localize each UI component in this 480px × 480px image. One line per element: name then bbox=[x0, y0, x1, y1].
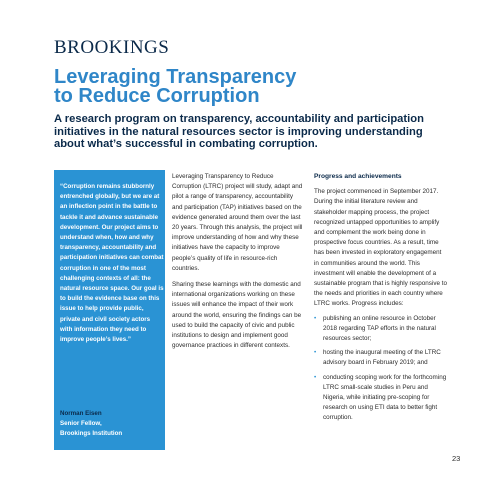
body-paragraph: The project commenced in September 2017. During the initial literature review and stakeholder mapping process, the project recognized untapped opportunities to amplify and complement the work being done in prospective focus countries. As a result, time has been invested in exploratory engagement in communities around the world. This investment will enable the development of a sustainable program that is highly responsive to the needs and priorities in each country where LTRC works. Progress includes: bbox=[314, 188, 448, 308]
brookings-logo: BROOKINGS bbox=[54, 37, 170, 58]
title-line-1: Leveraging Transparency bbox=[54, 66, 297, 88]
section-heading: Progress and achievements bbox=[314, 173, 402, 180]
body-paragraph: Leveraging Transparency to Reduce Corruption (LTRC) project will study, adapt and pilot a range of transparency, accountability and participation (TAP) initiatives based on the evidence generated around them over the last 20 years. Through this analysis, the project will improve understanding of how and why these initiatives have the capacity to improve people’s quality of life in resource-rich countries. bbox=[172, 173, 303, 272]
quote-author-name: Norman Eisen bbox=[60, 410, 102, 417]
list-item-text: publishing an online resource in October 2018 regarding TAP efforts in the natural resources sector; bbox=[323, 314, 436, 343]
quote-author-title: Senior Fellow, bbox=[60, 420, 102, 427]
list-item bbox=[314, 373, 448, 424]
page-subtitle: A research program on transparency, accountability and participation initiatives in the natural resources sector is improving understanding about what’s successful in combating corruption. bbox=[54, 113, 424, 150]
page-title bbox=[54, 68, 434, 106]
list-item-text: conducting scoping work for the forthcoming LTRC small-scale studies in Peru and Nigeria, while initiating pre-scoping for research on using ETI data to better fight corruption. bbox=[323, 373, 447, 422]
bullet-icon: • bbox=[314, 349, 317, 357]
page-number: 23 bbox=[452, 454, 461, 463]
bullet-icon: • bbox=[314, 314, 317, 322]
quote-author-org: Brookings Institution bbox=[60, 430, 123, 437]
bullet-icon: • bbox=[314, 373, 317, 381]
body-column-middle bbox=[172, 172, 304, 357]
pull-quote: “Corruption remains stubbornly entrenched globally, but we are at an inflection point in the battle to tackle it and advance sustainable development. Our project aims to understand when, how and why transparency, accountability and participation initiatives can combat corruption in one of the most challenging contexts of all: the natural resource space. Our goal is to build the evidence base on this issue to help provide public, private and civil society actors with information they need to improve people’s lives.” bbox=[60, 183, 164, 344]
body-column-right bbox=[314, 172, 448, 428]
body-paragraph: Sharing these learnings with the domestic and international organizations working on these issues will enhance the impact of their work around the world, ensuring the findings can be used to build the capacity of civic and public institutions to design and implement good governance practices in different contexts. bbox=[172, 281, 302, 350]
list-item bbox=[314, 348, 448, 368]
progress-list bbox=[314, 314, 448, 424]
quote-attribution bbox=[60, 409, 160, 439]
list-item-text: hosting the inaugural meeting of the LTRC advisory board in February 2019; and bbox=[323, 349, 441, 367]
title-line-2: to Reduce Corruption bbox=[54, 85, 260, 107]
list-item bbox=[314, 314, 448, 345]
